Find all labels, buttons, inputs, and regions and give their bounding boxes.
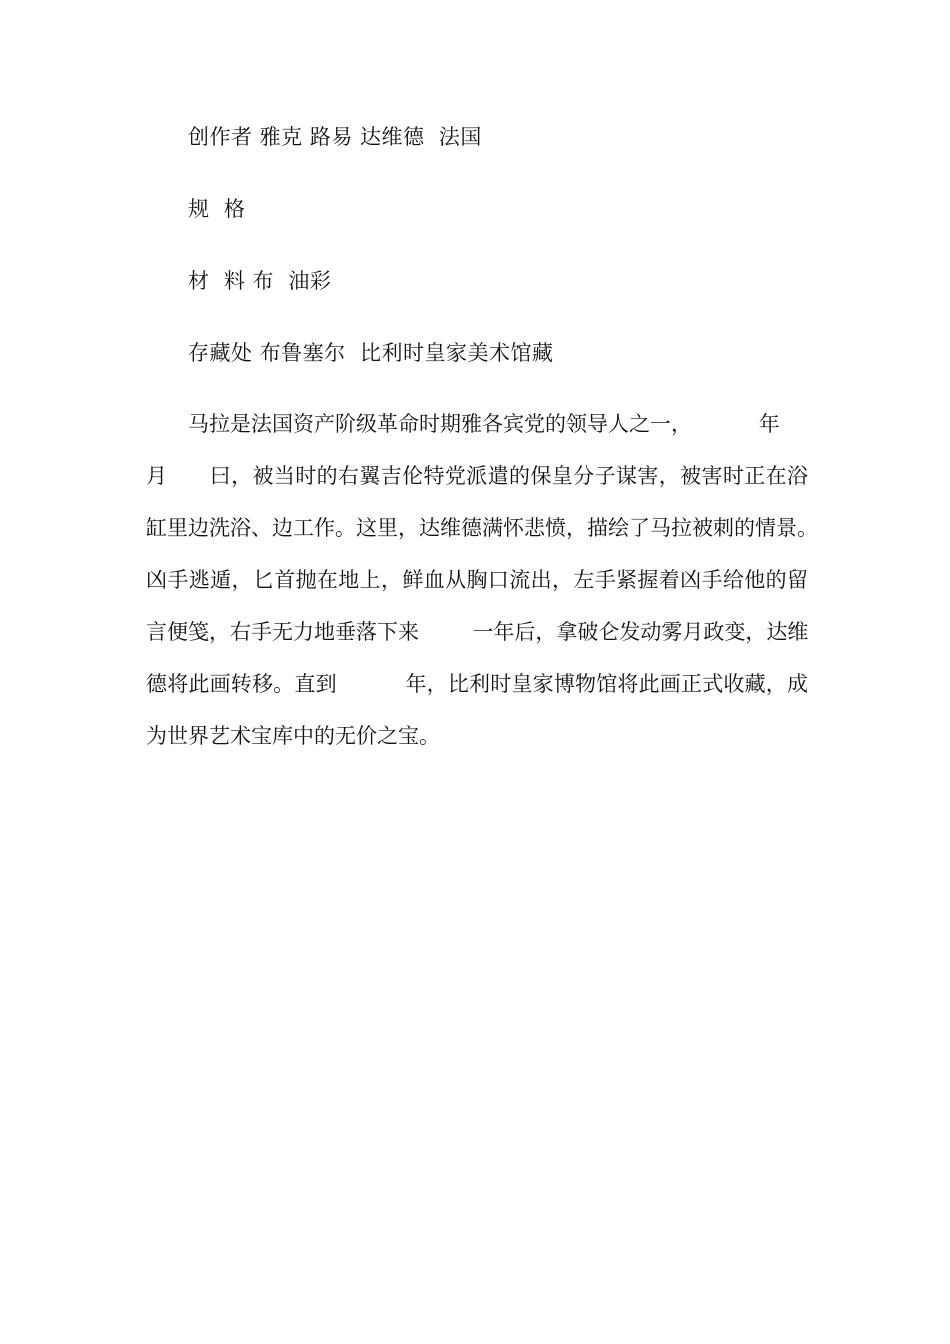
body-line: 言便笺，右手无力地垂落下来 一年后，拿破仑发动雾月政变，达维	[146, 620, 809, 644]
creator-line: 创作者 雅克 路易 达维德 法国	[188, 125, 482, 149]
body-line: 为世界艺术宝库中的无价之宝。	[146, 724, 440, 748]
body-line: 缸里边洗浴、边工作。这里，达维德满怀悲愤，描绘了马拉被刺的情景。	[146, 516, 818, 540]
body-line: 德将此画转移。直到 年，比利时皇家博物馆将此画正式收藏，成	[146, 672, 808, 696]
spec-line: 规 格	[188, 197, 246, 221]
material-line: 材 料 布 油彩	[188, 269, 332, 293]
body-line: 凶手逃遁，匕首抛在地上，鲜血从胸口流出，左手紧握着凶手给他的留	[146, 568, 808, 592]
body-line: 马拉是法国资产阶级革命时期雅各宾党的领导人之一， 年	[188, 412, 780, 436]
collection-line: 存藏处 布鲁塞尔 比利时皇家美术馆藏	[188, 341, 554, 365]
body-line: 月 曰，被当时的右翼吉伦特党派遣的保皇分子谋害，被害时正在浴	[146, 464, 808, 488]
